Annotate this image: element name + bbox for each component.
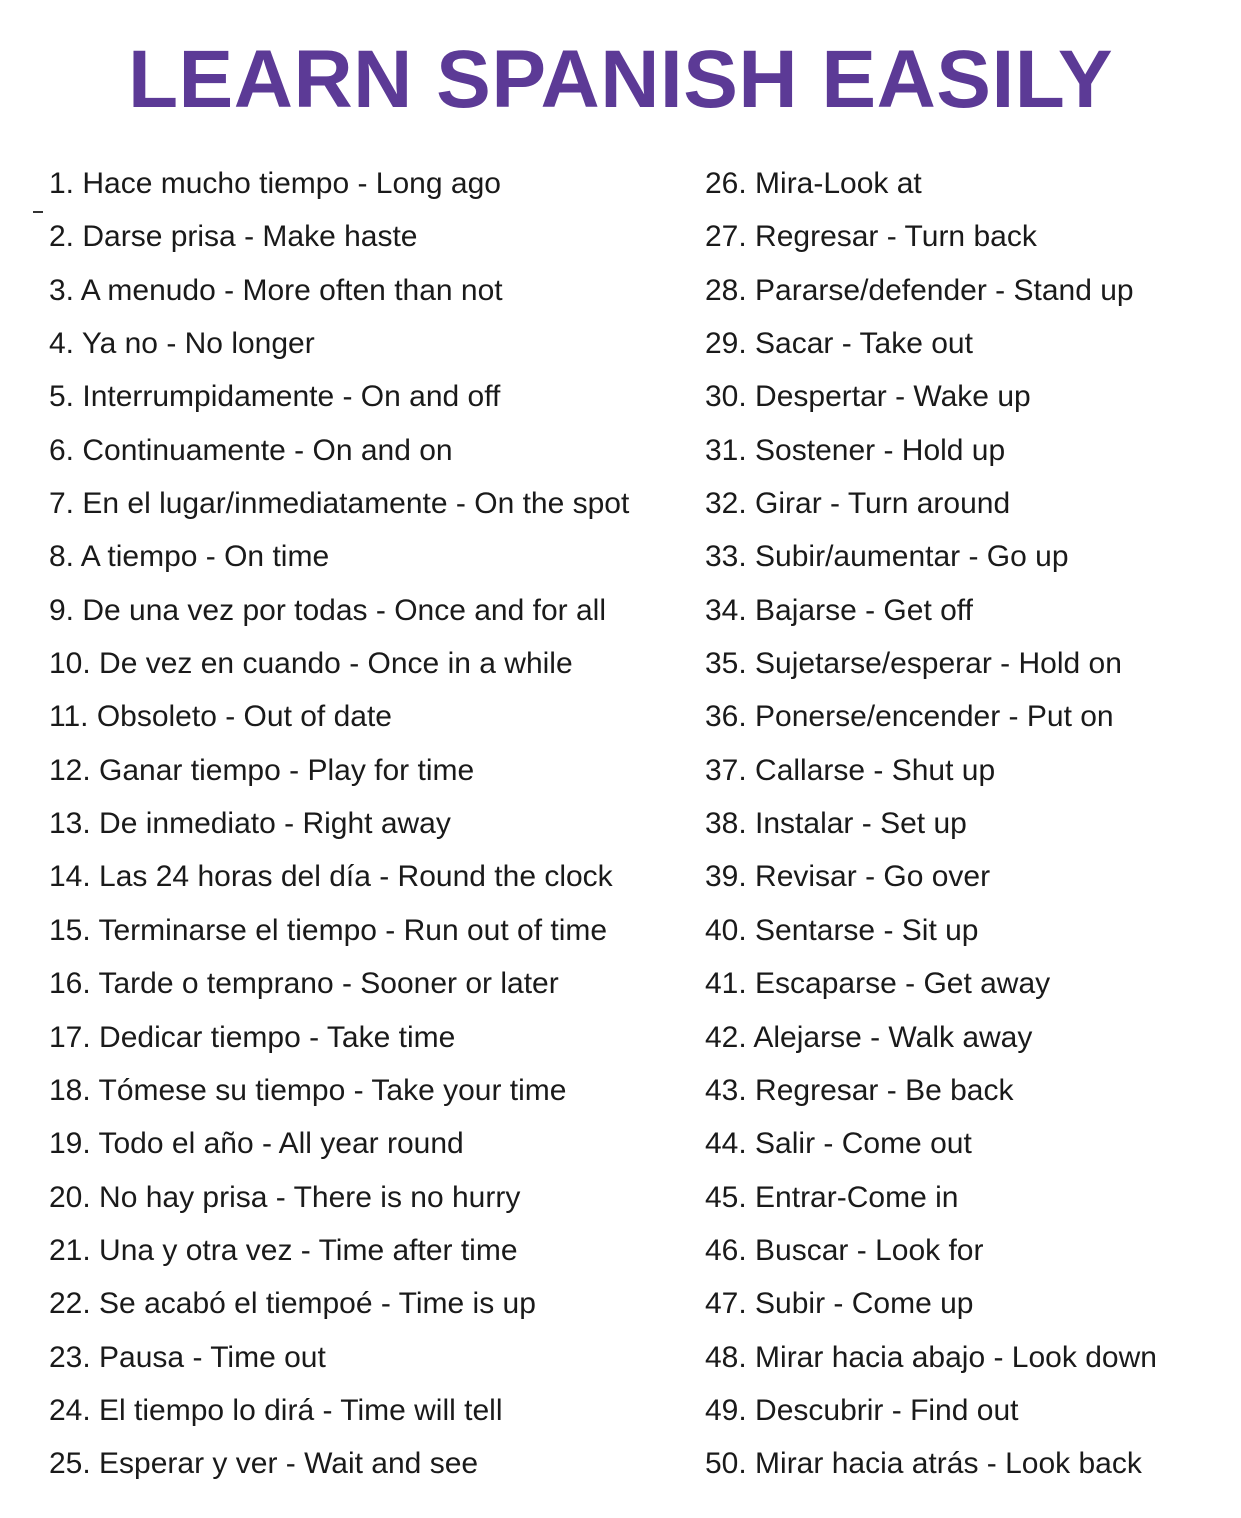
- phrase-item: 27. Regresar - Turn back: [705, 220, 1037, 254]
- phrase-item: 29. Sacar - Take out: [705, 327, 973, 361]
- phrase-list-right: [705, 157, 1225, 1491]
- phrase-item: 3. A menudo - More often than not: [49, 273, 503, 307]
- phrase-item: 9. De una vez por todas - Once and for all: [49, 593, 606, 627]
- phrase-item: 15. Terminarse el tiempo - Run out of time: [49, 913, 608, 947]
- phrase-item: 35. Sujetarse/esperar - Hold on: [705, 647, 1122, 681]
- phrase-item: 37. Callarse - Shut up: [705, 753, 996, 787]
- phrase-item: 38. Instalar - Set up: [705, 807, 967, 841]
- phrase-item: 47. Subir - Come up: [705, 1287, 974, 1321]
- phrase-item: 4. Ya no - No longer: [49, 327, 315, 361]
- phrase-item: 24. El tiempo lo dirá - Time will tell: [49, 1393, 503, 1427]
- phrase-item: 26. Mira-Look at: [705, 167, 922, 200]
- phrase-item: 33. Subir/aumentar - Go up: [705, 540, 1069, 574]
- phrase-item: 40. Sentarse - Sit up: [705, 913, 979, 947]
- phrase-item: 25. Esperar y ver - Wait and see: [49, 1447, 479, 1481]
- phrase-item: 7. En el lugar/inmediatamente - On the spot: [49, 487, 630, 521]
- phrase-item: 31. Sostener - Hold up: [705, 433, 1006, 467]
- phrase-item: 48. Mirar hacia abajo - Look down: [705, 1340, 1157, 1374]
- phrase-item: 12. Ganar tiempo - Play for time: [49, 753, 475, 787]
- phrase-item: 30. Despertar - Wake up: [705, 380, 1031, 414]
- phrase-item: 6. Continuamente - On and on: [49, 433, 453, 467]
- page-title: LEARN SPANISH EASILY: [127, 34, 1114, 125]
- phrase-item: 49. Descubrir - Find out: [705, 1393, 1019, 1427]
- phrase-item: 43. Regresar - Be back: [705, 1073, 1014, 1107]
- phrase-item: 44. Salir - Come out: [705, 1127, 972, 1161]
- phrase-item: 14. Las 24 horas del día - Round the clock: [49, 860, 613, 894]
- stray-mark: [33, 211, 43, 213]
- phrase-item: 28. Pararse/defender - Stand up: [705, 273, 1134, 307]
- phrase-item: 34. Bajarse - Get off: [705, 593, 973, 627]
- phrase-item: 16. Tarde o temprano - Sooner or later: [49, 967, 559, 1001]
- phrase-item: 5. Interrumpidamente - On and off: [49, 380, 501, 414]
- phrase-item: 42. Alejarse - Walk away: [705, 1020, 1033, 1054]
- phrase-item: 32. Girar - Turn around: [705, 487, 1011, 521]
- phrase-item: 39. Revisar - Go over: [705, 860, 991, 894]
- phrase-item: 22. Se acabó el tiempoé - Time is up: [49, 1287, 536, 1321]
- phrase-item: 2. Darse prisa - Make haste: [49, 220, 418, 254]
- phrase-item: 19. Todo el año - All year round: [49, 1127, 464, 1161]
- phrase-item: 17. Dedicar tiempo - Take time: [49, 1020, 456, 1054]
- phrase-item: 1. Hace mucho tiempo - Long ago: [49, 167, 501, 200]
- phrase-item: 10. De vez en cuando - Once in a while: [49, 647, 573, 681]
- phrase-item: 8. A tiempo - On time: [49, 540, 330, 574]
- phrase-item: 23. Pausa - Time out: [49, 1340, 326, 1374]
- phrase-item: 45. Entrar-Come in: [705, 1180, 959, 1214]
- phrase-item: 11. Obsoleto - Out of date: [49, 700, 392, 734]
- phrase-item: 41. Escaparse - Get away: [705, 967, 1051, 1001]
- phrase-item: 46. Buscar - Look for: [705, 1233, 984, 1267]
- phrase-item: 50. Mirar hacia atrás - Look back: [705, 1447, 1142, 1481]
- phrase-list-left: [49, 157, 689, 1491]
- phrase-item: 36. Ponerse/encender - Put on: [705, 700, 1114, 734]
- phrase-item: 18. Tómese su tiempo - Take your time: [49, 1073, 567, 1107]
- phrase-item: 20. No hay prisa - There is no hurry: [49, 1180, 521, 1214]
- phrase-item: 13. De inmediato - Right away: [49, 807, 451, 841]
- phrase-item: 21. Una y otra vez - Time after time: [49, 1233, 518, 1267]
